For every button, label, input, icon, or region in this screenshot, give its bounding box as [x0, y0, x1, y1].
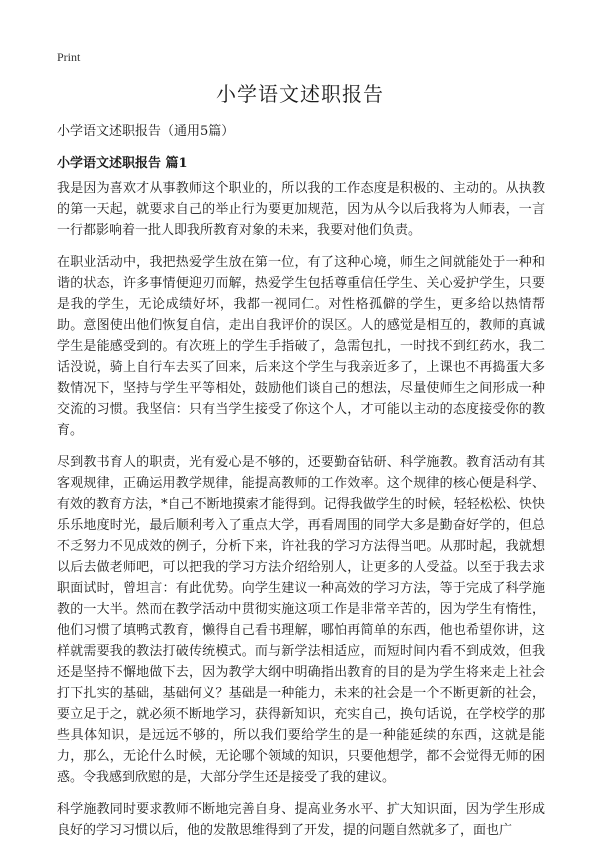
body-text [57, 178, 545, 852]
document-title: 小学语文述职报告 [216, 82, 384, 106]
print-label: Print [57, 50, 81, 64]
paragraph: 科学施教同时要求教师不断地完善自身、提高业务水平、扩大知识面，因为学生形成良好的学习习惯以后，他的发散思维得到了开发，提的问题自然就多了，面也广 [57, 802, 545, 838]
paragraph: 尽到教书育人的职责，光有爱心是不够的，还要勤奋钻研、科学施教。教育活动有其客观规律，正确运用教学规律，能提高教师的工作效率。这个规律的核心便是科学、有效的教育方法，*自己不断地摸索才能得到。记得我做学生的时候，轻轻松松、快快乐乐地度时光，最后顺利考入了重点大学，再看周围的同学大多是勤奋好学的，但总不乏努力不见成效的例子，分析下来，许社我的学习方法得当吧。从那时起，我就想以后去做老师吧，可以把我的学习方法介绍给别人，让更多的人受益。以至于我去求职面试时，曾坦言：有此优势。向学生建议一种高效的学习方法，等于完成了科学施教的一大半。然而在教学活动中贯彻实施这项工作是非常辛苦的，因为学生有惰性，他们习惯了填鸭式教育，懒得自己看书理解，哪怕再简单的东西，他也希望你讲，这样就需要我的教法打破传统模式。而与新学法相适应，而短时间内看不到成效，但我还是坚持不懈地做下去，因为教学大纲中明确指出教育的目的是为学生将来走上社会打下扎实的基础，基础何义？基础是一种能力，未来的社会是一个不断更新的社会，要立足于之，就必须不断地学习，获得新知识，充实自己，换句话说，在学校学的那些具体知识，是远远不够的，所以我们要给学生的是一种能延续的东西，这就是能力，那么，无论什么时候，无论哪个领域的知识，只要他想学，都不会觉得无师的困惑。令我感到欣慰的是，大部分学生还是接受了我的建议。 [57, 455, 545, 785]
paragraph: 在职业活动中，我把热爱学生放在第一位，有了这种心境，师生之间就能处于一种和谐的状态，许多事情便迎刃而解，热爱学生包括尊重信任学生、关心爱护学生，只要是我的学生，无论成绩好坏，我都一视同仁。对性格孤僻的学生，更多给以热情帮助。意图使出他们恢复自信，走出自我评价的误区。人的感觉是相互的，教师的真诚学生是能感受到的。有次班上的学生手指破了，急需包扎，一时找不到红药水，我二话没说，骑上自行车去买了回来，后来这个学生与我亲近多了，上课也不再捣蛋大多数情况下，坚持与学生平等相处，鼓励他们谈自己的想法，尽量使师生之间形成一种交流的习惯。我坚信：只有当学生接受了你这个人，才可能以主动的态度接受你的教育。 [57, 255, 545, 438]
paragraph: 我是因为喜欢才从事教师这个职业的，所以我的工作态度是积极的、主动的。从执教的第一天起，就要求自己的举止行为要更加规范，因为从今以后我将为人师表，一言一行都影响着一批人即我所教育对象的未来，我要对他们负责。 [57, 181, 545, 238]
section-heading: 小学语文述职报告 篇1 [57, 156, 188, 171]
document-subtitle: 小学语文述职报告（通用5篇） [57, 124, 235, 139]
